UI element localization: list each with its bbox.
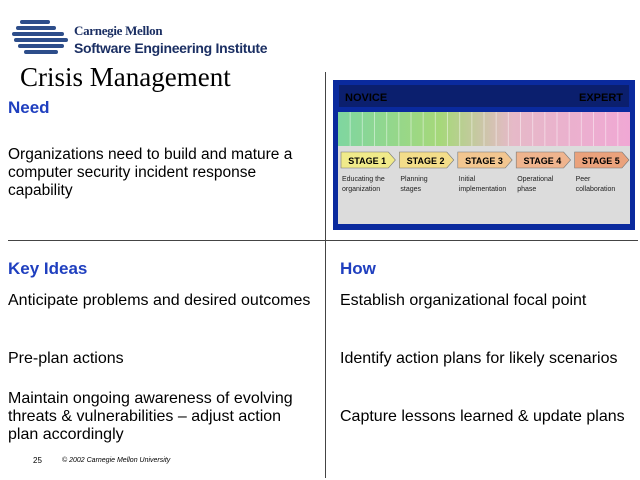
logo-line2: Software Engineering Institute bbox=[74, 40, 268, 56]
sei-logo bbox=[12, 18, 274, 58]
how-item: Capture lessons learned & update plans bbox=[340, 408, 625, 425]
stage-caption: Planning bbox=[400, 176, 428, 183]
how-item: Establish organizational focal point bbox=[340, 292, 587, 309]
stage-caption: organization bbox=[342, 186, 381, 193]
need-heading: Need bbox=[8, 98, 50, 117]
logo-line1: Carnegie Mellon bbox=[74, 23, 163, 38]
stage-caption: phase bbox=[517, 186, 537, 193]
stage-caption: Peer bbox=[575, 176, 591, 183]
vertical-divider bbox=[325, 72, 326, 478]
novice-label: NOVICE bbox=[345, 92, 388, 104]
key-idea-item: Pre-plan actions bbox=[8, 350, 124, 367]
page-title: Crisis Management bbox=[20, 62, 231, 92]
stage-caption: Educating the bbox=[342, 176, 385, 183]
need-text: Organizations need to build and mature a computer security incident response capability bbox=[8, 146, 293, 199]
key-ideas-heading: Key Ideas bbox=[8, 259, 88, 278]
stage-label: STAGE 3 bbox=[465, 156, 503, 166]
copyright: © 2002 Carnegie Mellon University bbox=[62, 457, 171, 464]
stage-caption: Initial bbox=[458, 176, 476, 183]
stage-label: STAGE 1 bbox=[348, 156, 387, 166]
how-item: Identify action plans for likely scenarios bbox=[340, 350, 618, 367]
stage-caption: stages bbox=[400, 186, 422, 193]
stage-label: STAGE 2 bbox=[406, 156, 445, 166]
horizontal-divider bbox=[8, 240, 638, 241]
stage-label: STAGE 4 bbox=[523, 156, 562, 166]
how-heading: How bbox=[340, 259, 376, 278]
stage-caption: collaboration bbox=[575, 186, 616, 193]
page-number: 25 bbox=[33, 456, 42, 465]
key-idea-item: Anticipate problems and desired outcomes bbox=[8, 292, 311, 309]
stage-label: STAGE 5 bbox=[581, 156, 620, 166]
sei-logo-icon bbox=[12, 18, 70, 58]
stages-graphic bbox=[333, 80, 635, 230]
key-idea-item: Maintain ongoing awareness of evolving threats & vulnerabilities – adjust action plan accordingly bbox=[8, 390, 293, 443]
expert-label: EXPERT bbox=[578, 92, 623, 104]
stage-caption: Operational bbox=[517, 176, 554, 183]
stage-caption: implementation bbox=[458, 186, 507, 193]
